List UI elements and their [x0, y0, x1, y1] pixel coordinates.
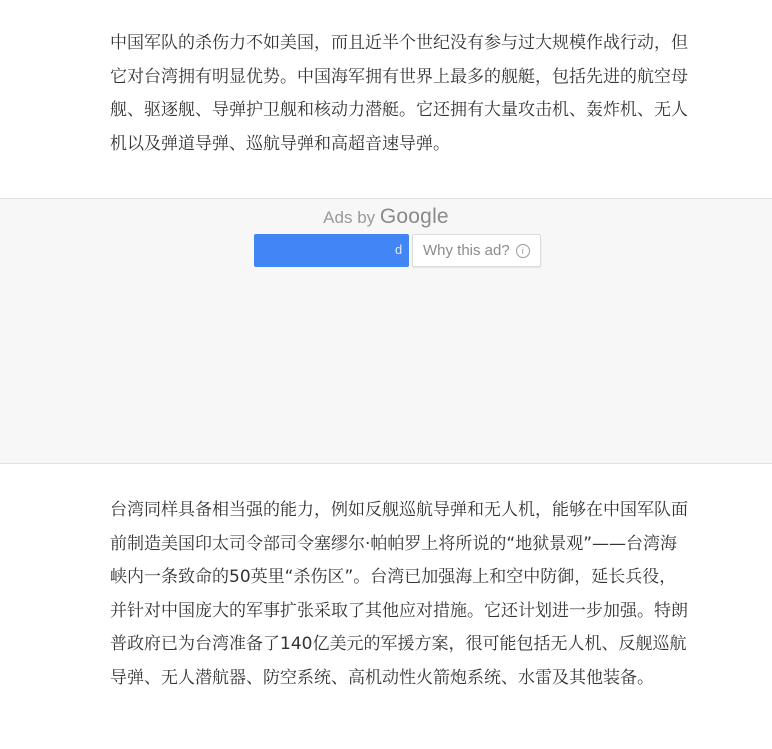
ad-button-glyph: d: [395, 242, 403, 257]
article-paragraph-top: 中国军队的杀伤力不如美国，而且近半个世纪没有参与过大规模作战行动，但它对台湾拥有明显优势。中国海军拥有世界上最多的舰艇，包括先进的航空母舰、驱逐舰、导弹护卫舰和核动力潜艇。它还拥有大量攻击机、轰炸机、无人机以及弹道导弹、巡航导弹和高超音速导弹。: [110, 33, 688, 154]
ad-container: [0, 198, 772, 464]
google-logo-text: Google: [379, 205, 449, 228]
ad-feedback-button[interactable]: [254, 234, 409, 267]
info-icon: i: [516, 244, 530, 258]
ads-by-text: Ads by: [323, 208, 376, 227]
ads-by-google-label: [0, 204, 772, 231]
why-this-ad-label: Why this ad?: [423, 242, 510, 259]
ad-buttons-row: [254, 234, 541, 267]
why-this-ad-button[interactable]: [412, 234, 541, 267]
article-paragraph-bottom: 台湾同样具备相当强的能力，例如反舰巡航导弹和无人机，能够在中国军队面前制造美国印太司令部司令塞缪尔·帕帕罗上将所说的“地狱景观”——台湾海峡内一条致命的50英里“杀伤区”。台湾已加强海上和空中防御，延长兵役，并针对中国庞大的军事扩张采取了其他应对措施。它还计划进一步加强。特朗普政府已为台湾准备了140亿美元的军援方案，很可能包括无人机、反舰巡航导弹、无人潜航器、防空系统、高机动性火箭炮系统、水雷及其他装备。: [110, 500, 688, 688]
